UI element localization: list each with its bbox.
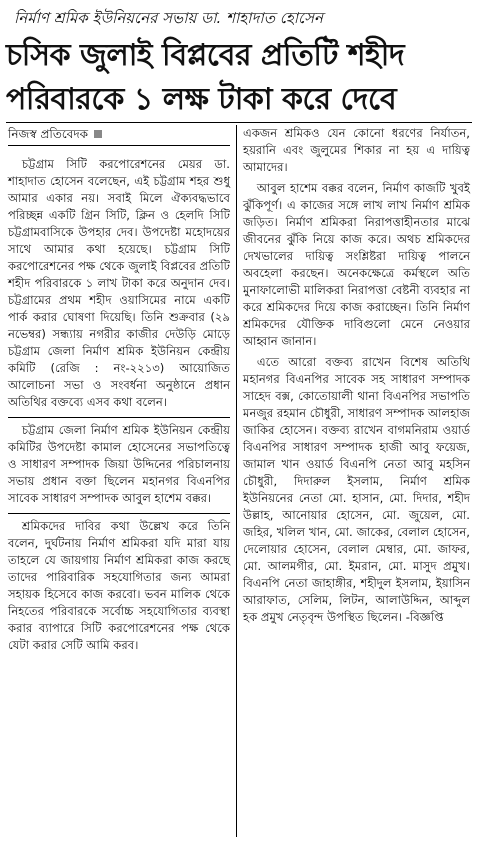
headline-rule [6,122,472,123]
square-bullet-icon [94,130,102,138]
paragraph: চট্টগ্রাম জেলা নির্মাণ শ্রমিক ইউনিয়ন কেন্দ্রীয় কমিটির উপদেষ্টা কামাল হোসেনের সভাপতিত্বে ও সাধারণ সম্পাদক জিয়া উদ্দিনের পরিচালনায় সভায় প্রধান বক্তা ছিলেন মহানগর বিএনপির সাবেক সাধারণ সম্পাদক আবুল হাশেম বক্কর। [8,417,230,507]
byline-rule [8,145,230,146]
paragraph: শ্রমিকদের দাবির কথা উল্লেখ করে তিনি বলেন, দুর্ঘটনায় নির্মাণ শ্রমিকরা যদি মারা যায় তাহলে যে জায়গায় নির্মাণ শ্রমিকরা কাজ করছে তাদের পারিবারিক সহযোগিতার জন্য আমরা সহায়ক হিসেবে কাজ করবো। ভবন মালিক থেকে নিহতের পরিবারকে সর্বোচ্চ সহযোগিতার ব্যবস্থা করার ব্যাপারে সিটি করপোরেশনের পক্ষ থেকে যেটা করার সেটি আমি করব। [8,513,230,654]
paragraph: চট্টগ্রাম সিটি করপোরেশনের মেয়র ডা. শাহাদাত হোসেন বলেছেন, এই চট্টগ্রাম শহর শুধু আমার একার নয়। সবাই মিলে ঐক্যবদ্ধভাবে পরিচ্ছন্ন একটি গ্রিন সিটি, ক্লিন ও হেলদি সিটি চট্টগ্রামবাসিকে উপহার দেব। উপদেষ্টা মহোদয়ের সাথে আমার কথা হয়েছে। চট্টগ্রাম সিটি করপোরেশনের পক্ষ থেকে জুলাই বিপ্লবের প্রতিটি শহীদ পরিবারকে ১ লাখ টাকা করে অনুদান দেব। চট্টগ্রামের প্রথম শহীদ ওয়াসিমের নামে একটি পার্ক করার ঘোষণা দিয়েছি। তিনি শুক্রবার (২৯ নভেম্বর) সন্ধ্যায় নগরীর কাজীর দেউড়ি মোড়ে চট্টগ্রাম জেলা নির্মাণ শ্রমিক ইউনিয়ন কেন্দ্রীয় কমিটি (রেজি : নং-২২১৩) আয়োজিত আলোচনা সভা ও সংবর্ধনা অনুষ্ঠানে প্রধান অতিথির বক্তব্যে এসব কথা বলেন। [8,157,230,409]
paragraph: আবুল হাশেম বক্কর বলেন, নির্মাণ কাজটি খুবই ঝুঁকিপূর্ণ। এ কাজের সঙ্গে লাখ লাখ নির্মাণ শ্রমিক জড়িত। নির্মাণ শ্রমিকরা নিরাপত্তাহীনতার মাঝে জীবনের ঝুঁকি নিয়ে কাজ করে। অথচ শ্রমিকদের দেখভালের দায়িত্ব সংশ্লিষ্টরা দায়িত্ব পালনে অবহেলা করছেন। অনেকক্ষেত্রে কর্মস্থলে অতি মুনাফালোভী মালিকরা নিরাপত্তা বেষ্টনী ব্যবহার না করে শ্রমিকদের দিয়ে কাজ করাচ্ছেন। তিনি নির্মাণ শ্রমিকদের যৌক্তিক দাবিগুলো মেনে নেওয়ার আহ্বান জানান। [243,181,470,348]
headline-line-2: পরিবারকে ১ লক্ষ টাকা করে দেবে [6,82,397,117]
kicker-headline: নির্মাণ শ্রমিক ইউনিয়নের সভায় ডা. শাহাদাত হোসেন [14,9,323,27]
paragraph: একজন শ্রমিকও যেন কোনো ধরণের নির্যাতন, হয়রানি এবং জুলুমের শিকার না হয় এ দায়িত্ব আমাদের। [243,126,470,174]
headline [6,34,472,122]
article-right-column [243,125,470,630]
headline-line-1: চসিক জুলাই বিপ্লবের প্রতিটি শহীদ [6,38,405,73]
column-divider [236,125,237,837]
byline [8,125,230,143]
paragraph: এতে আরো বক্তব্য রাখেন বিশেষ অতিথি মহানগর বিএনপির সাবেক সহ সাধারণ সম্পাদক সাহেদ বক্স, কোতোয়ালী থানা বিএনপির সভাপতি মনজুর রহমান চৌধুরী, সাধারণ সম্পাদক আলহাজ জাকির হোসেন। বক্তব্য রাখেন বাগমনিরাম ওয়ার্ড বিএনপির সাধারণ সম্পাদক হাজী আবু ফয়েজ, জামাল খান ওয়ার্ড বিএনপি নেতা আবু মহসিন চৌধুরী, দিদারুল ইসলাম, নির্মাণ শ্রমিক ইউনিয়নের নেতা মো. হাসান, মো. দিদার, শহীদ উল্লাহ, আনোয়ার হোসেন, মো. জুয়েল, মো. জহির, খলিল খান, মো. জাকের, বেলাল হোসেন, দেলোয়ার হোসেন, বেলাল মেম্বার, মো. জাফর, মো. আলমগীর, মো. ইমরান, মো. মাসুদ প্রমুখ। বিএনপি নেতা জাহাঙ্গীর, শহীদুল ইসলাম, ইয়াসিন আরাফাত, সেলিম, লিটন, আলাউদ্দিন, আব্দুল হক প্রমুখ নেতৃবৃন্দ উপস্থিত ছিলেন। -বিজ্ঞপ্তি [243,355,470,624]
article-left-column [8,125,230,658]
byline-text: নিজস্ব প্রতিবেদক [8,126,89,141]
